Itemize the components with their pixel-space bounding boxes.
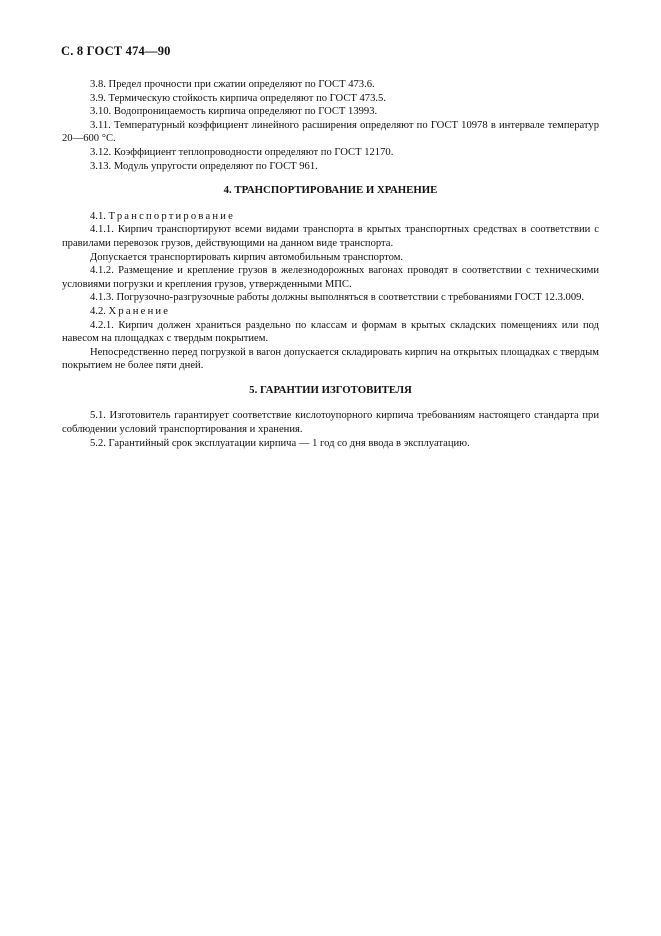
section-5-heading: 5. ГАРАНТИИ ИЗГОТОВИТЕЛЯ bbox=[249, 383, 412, 396]
paragraph-3-13: 3.13. Модуль упругости определяют по ГОСТ 961. bbox=[90, 160, 318, 172]
paragraph-5-2: 5.2. Гарантийный срок эксплуатации кирпича — 1 год со дня ввода в эксплуатацию. bbox=[90, 437, 470, 449]
paragraph-3-8: 3.8. Предел прочности при сжатии определяют по ГОСТ 473.6. bbox=[90, 79, 375, 90]
page-header: С. 8 ГОСТ 474—90 bbox=[61, 44, 171, 58]
paragraph-4-2-1-b: Непосредственно перед погрузкой в вагон допускается складировать кирпич на открытых площадках с твердым покрытием не более пяти дней. bbox=[62, 346, 599, 372]
paragraph-4-2-1: 4.2.1. Кирпич должен храниться раздельно по классам и формам в крытых складских помещениях или под навесом на площадках с твердым покрытием. bbox=[62, 319, 599, 345]
subsection-4-2-number: 4.2. bbox=[90, 305, 106, 317]
document-body bbox=[62, 78, 599, 450]
paragraph-3-9: 3.9. Термическую стойкость кирпича определяют по ГОСТ 473.5. bbox=[90, 92, 386, 104]
subsection-4-2-label: Хранение bbox=[108, 305, 171, 317]
paragraph-4-1-1: 4.1.1. Кирпич транспортируют всеми видами транспорта в крытых транспортных средствах в соответствии с правилами перевозок грузов, действующими на данном виде транспорта. bbox=[62, 224, 599, 249]
section-4-heading: 4. ТРАНСПОРТИРОВАНИЕ И ХРАНЕНИЕ bbox=[223, 184, 438, 197]
paragraph-4-1-3: 4.1.3. Погрузочно-разгрузочные работы должны выполняться в соответствии с требованиями ГОСТ 12.3.009. bbox=[90, 292, 585, 304]
subsection-4-1-number: 4.1. bbox=[90, 210, 106, 222]
subsection-4-1-title bbox=[62, 210, 599, 224]
paragraph-3-11: 3.11. Температурный коэффициент линейного расширения определяют по ГОСТ 10978 в интервале температур 20—600 °С. bbox=[62, 119, 599, 145]
paragraph-4-1-2: 4.1.2. Размещение и крепление грузов в железнодорожных вагонах проводят в соответствии с техническими условиями погрузки и крепления грузов, утвержденными МПС. bbox=[62, 265, 599, 290]
paragraph-4-1-1-b: Допускается транспортировать кирпич автомобильным транспортом. bbox=[90, 251, 404, 263]
paragraph-3-10: 3.10. Водопроницаемость кирпича определяют по ГОСТ 13993. bbox=[90, 106, 378, 118]
subsection-4-2-title bbox=[62, 305, 599, 319]
subsection-4-1-label: Транспортирование bbox=[108, 210, 236, 222]
paragraph-5-1: 5.1. Изготовитель гарантирует соответствие кислотоупорного кирпича требованиям настоящего стандарта при соблюдении условий транспортирования и хранения. bbox=[62, 410, 599, 436]
paragraph-3-12: 3.12. Коэффициент теплопроводности определяют по ГОСТ 12170. bbox=[90, 146, 394, 158]
